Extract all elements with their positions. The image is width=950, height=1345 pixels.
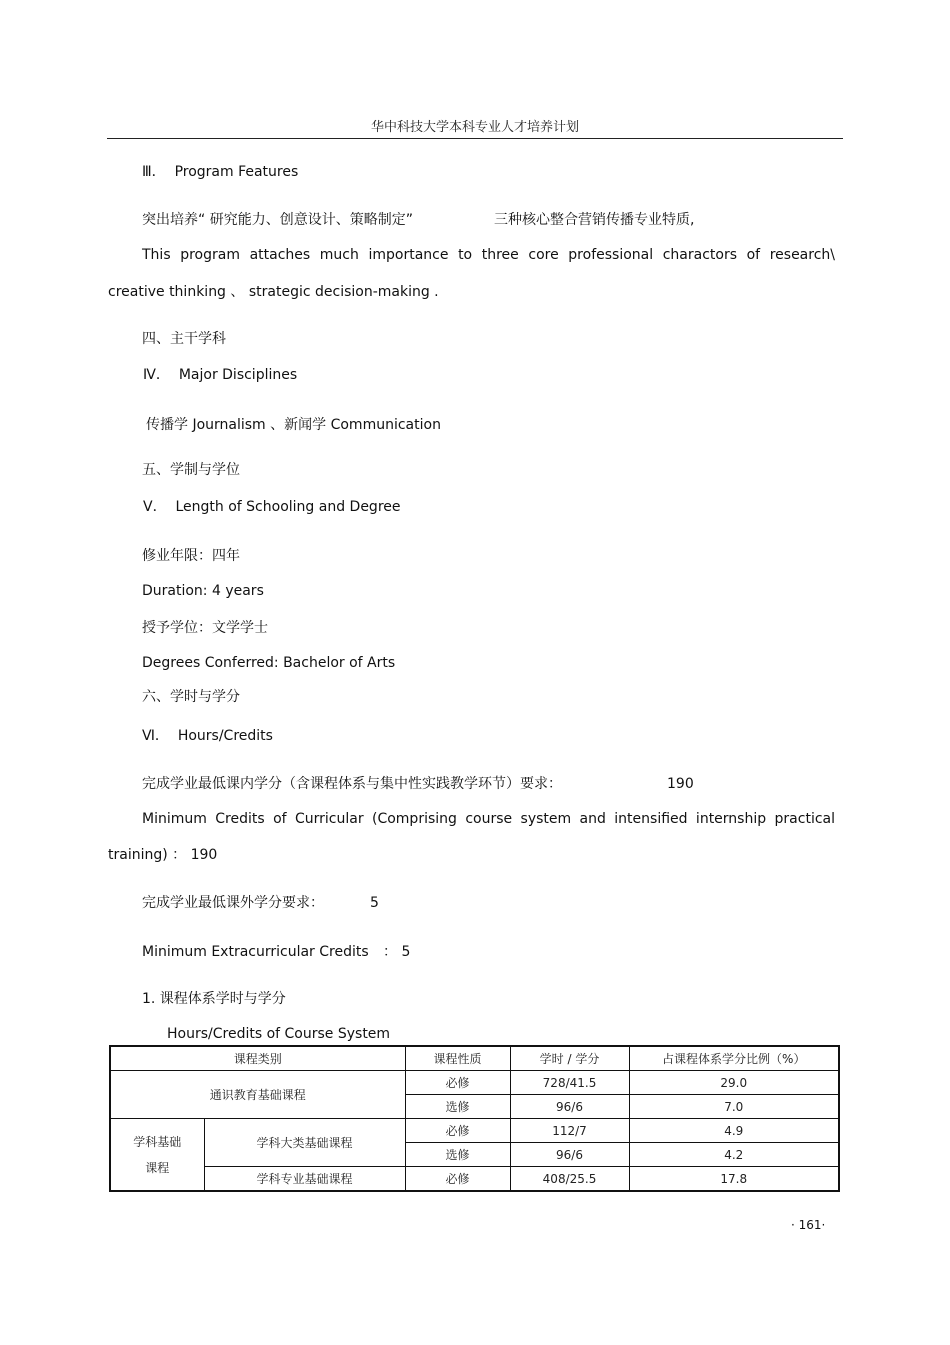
subject-label-line2: 课程 bbox=[145, 1160, 170, 1175]
page-header-title: 华中科技大学本科专业人才培养计划 bbox=[370, 120, 579, 135]
header-course-nature: 课程性质 bbox=[405, 1046, 510, 1071]
section3-heading-text: Program Features bbox=[174, 164, 299, 180]
extra-credits-zh: 完成学业最低课外学分要求： bbox=[142, 895, 324, 911]
section4-heading-text: Major Disciplines bbox=[178, 367, 298, 383]
cell-nature: 必修 bbox=[405, 1071, 510, 1095]
subsection1-title-zh: 1. 课程体系学时与学分 bbox=[142, 991, 286, 1007]
table-header-row bbox=[110, 1046, 839, 1071]
min-credits-en-line1: Minimum Credits of Curricular (Comprising course system and intensified internship practical bbox=[142, 811, 835, 827]
cell-hours: 408/25.5 bbox=[510, 1167, 629, 1192]
section6-heading bbox=[142, 727, 273, 745]
page-number: · 161· bbox=[791, 1218, 826, 1232]
section3-heading-num: Ⅲ． bbox=[142, 164, 166, 180]
section3-en-line2: creative thinking 、 strategic decision-making . bbox=[108, 284, 439, 300]
section3-heading bbox=[142, 163, 298, 181]
section4-heading-num: Ⅳ． bbox=[143, 367, 170, 383]
cell-hours: 96/6 bbox=[510, 1095, 629, 1119]
header-rule bbox=[107, 138, 843, 139]
section6-heading-num: Ⅵ． bbox=[142, 728, 169, 744]
extra-credits-value: 5 bbox=[370, 895, 379, 911]
degree-en: Degrees Conferred: Bachelor of Arts bbox=[142, 655, 396, 671]
degree-zh: 授予学位：文学学士 bbox=[142, 620, 268, 636]
major-foundation-label: 学科专业基础课程 bbox=[204, 1167, 405, 1192]
cell-nature: 选修 bbox=[405, 1143, 510, 1167]
section6-heading-text: Hours/Credits bbox=[177, 728, 273, 744]
section5-heading-zh: 五、学制与学位 bbox=[142, 462, 240, 478]
section5-heading bbox=[143, 498, 401, 516]
header-course-category: 课程类别 bbox=[110, 1046, 405, 1071]
section3-zh-part1: 突出培养“ 研究能力、创意设计、策略制定” bbox=[142, 212, 413, 228]
cell-ratio: 7.0 bbox=[629, 1095, 839, 1119]
table-row bbox=[110, 1167, 839, 1192]
cell-ratio: 29.0 bbox=[629, 1071, 839, 1095]
header-hours-credits: 学时 / 学分 bbox=[510, 1046, 629, 1071]
cell-nature: 选修 bbox=[405, 1095, 510, 1119]
duration-zh: 修业年限：四年 bbox=[142, 548, 240, 564]
section4-heading-zh: 四、主干学科 bbox=[142, 331, 226, 347]
min-credits-en-line2: training) ： 190 bbox=[108, 847, 218, 863]
extra-credits-en: Minimum Extracurricular Credits bbox=[142, 944, 369, 960]
section5-heading-num: Ⅴ． bbox=[143, 499, 167, 515]
duration-en: Duration: 4 years bbox=[142, 583, 264, 599]
broad-foundation-label: 学科大类基础课程 bbox=[204, 1119, 405, 1167]
cell-hours: 112/7 bbox=[510, 1119, 629, 1143]
table-row bbox=[110, 1071, 839, 1095]
subsection1-title-en: Hours/Credits of Course System bbox=[167, 1026, 391, 1042]
extra-credits-en-value: ： 5 bbox=[383, 944, 411, 960]
section3-zh-part2: 三种核心整合营销传播专业特质, bbox=[494, 212, 695, 228]
course-system-table bbox=[109, 1045, 840, 1192]
cell-ratio: 4.2 bbox=[629, 1143, 839, 1167]
section3-en-line1: This program attaches much importance to three core professional charactors of research\ bbox=[142, 247, 835, 263]
cell-hours: 728/41.5 bbox=[510, 1071, 629, 1095]
table-row bbox=[110, 1119, 839, 1143]
cell-hours: 96/6 bbox=[510, 1143, 629, 1167]
subject-label-line1: 学科基础 bbox=[133, 1134, 182, 1149]
general-education-label: 通识教育基础课程 bbox=[110, 1071, 405, 1119]
cell-ratio: 4.9 bbox=[629, 1119, 839, 1143]
cell-nature: 必修 bbox=[405, 1167, 510, 1192]
cell-ratio: 17.8 bbox=[629, 1167, 839, 1192]
section6-heading-zh: 六、学时与学分 bbox=[142, 689, 240, 705]
min-credits-zh: 完成学业最低课内学分（含课程体系与集中性实践教学环节）要求： bbox=[142, 776, 562, 792]
section5-heading-text: Length of Schooling and Degree bbox=[175, 499, 401, 515]
header-ratio: 占课程体系学分比例（%） bbox=[629, 1046, 839, 1071]
section4-content: 传播学 Journalism 、新闻学 Communication bbox=[146, 417, 441, 433]
cell-nature: 必修 bbox=[405, 1119, 510, 1143]
subject-foundation-label bbox=[110, 1119, 204, 1192]
min-credits-value: 190 bbox=[667, 776, 694, 792]
section4-heading bbox=[143, 366, 297, 384]
